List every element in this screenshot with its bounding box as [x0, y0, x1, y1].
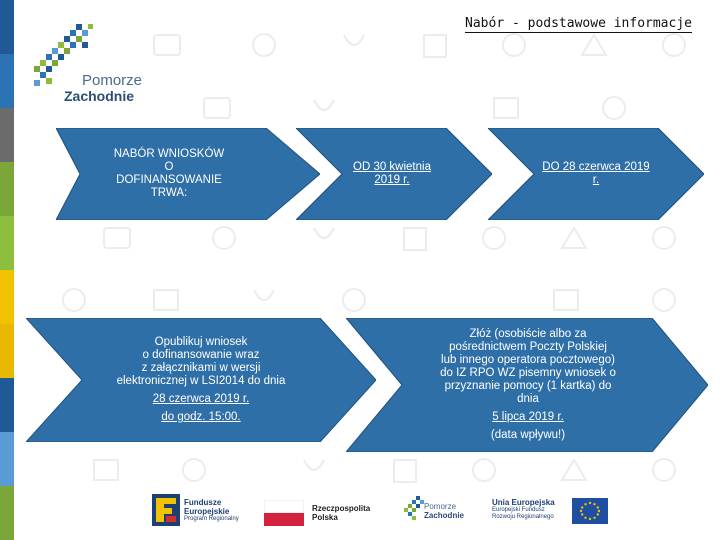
sidebar-stripe	[0, 324, 14, 378]
paper-submission-line: pośrednictwem Poczty Polskiej	[449, 341, 607, 353]
sidebar-stripe	[0, 216, 14, 270]
sidebar-stripe	[0, 54, 14, 108]
sidebar-stripe	[0, 432, 14, 486]
end-date-chevron	[488, 128, 704, 220]
eu-flag-icon	[572, 498, 608, 524]
paper-submission-line: Złóż (osobiście albo za	[469, 328, 587, 340]
logo-text-pomorze: Pomorze	[82, 72, 143, 89]
electronic-submission-line: Opublikuj wniosek	[154, 336, 248, 348]
rp-line1: Rzeczpospolita	[312, 504, 371, 513]
paper-submission-chevron	[346, 318, 708, 452]
recruitment-open-line: TRWA:	[150, 187, 188, 199]
logo-text-zachodnie: Zachodnie	[64, 88, 135, 104]
electronic-submission-line: z załącznikami w wersji	[141, 362, 261, 374]
electronic-submission-line: elektronicznej w LSI2014 do dnia	[116, 375, 286, 387]
ue-sub2: Rozwoju Regionalnego	[492, 514, 554, 520]
unia-europejska-text	[492, 498, 555, 521]
paper-submission-line: przyznanie pomocy (1 kartka) do	[444, 380, 612, 392]
page-title: Nabór - podstawowe informacje	[465, 16, 692, 31]
pomorze-small-text	[424, 502, 464, 520]
end-date-line: r.	[592, 174, 600, 186]
fe-line2: Europejskie	[184, 507, 230, 516]
start-date-line: OD 30 kwietnia	[353, 161, 431, 173]
end-date-line: DO 28 czerwca 2019	[542, 161, 650, 173]
electronic-submission-line: o dofinansowanie wraz	[142, 349, 260, 361]
paper-submission-line: dnia	[517, 393, 539, 405]
recruitment-open-arrow	[56, 128, 320, 220]
rzeczpospolita-text	[312, 504, 370, 522]
ue-line1: Unia Europejska	[492, 498, 555, 507]
color-sidebar	[0, 0, 14, 540]
recruitment-open-line: O	[164, 161, 174, 173]
pz-line2: Zachodnie	[424, 511, 465, 520]
paper-submission-date: 5 lipca 2019 r.	[492, 411, 564, 423]
fundusze-europejskie-icon	[152, 494, 180, 526]
recruitment-open-line: NABÓR WNIOSKÓW	[113, 148, 225, 160]
fundusze-europejskie-text	[184, 498, 239, 523]
fe-sub: Program Regionalny	[184, 516, 239, 522]
sidebar-stripe	[0, 108, 14, 162]
polish-flag-icon	[264, 500, 304, 526]
paper-submission-line: do IZ RPO WZ pisemny wniosek o	[440, 367, 616, 379]
electronic-submission-date: 28 czerwca 2019 r.	[152, 393, 250, 405]
fe-line1: Fundusze	[184, 498, 222, 507]
electronic-submission-time: do godz. 15:00.	[161, 411, 241, 423]
paper-submission-note: (data wpływu!)	[490, 429, 566, 441]
paper-submission-line: lub innego operatora pocztowego)	[441, 354, 615, 366]
electronic-submission-arrow	[26, 318, 376, 442]
sidebar-stripe	[0, 378, 14, 432]
footer-logos	[0, 488, 720, 540]
pomorze-small-logo-icon	[404, 496, 426, 526]
sidebar-stripe	[0, 0, 14, 54]
rp-line2: Polska	[312, 513, 338, 522]
sidebar-stripe	[0, 162, 14, 216]
sidebar-stripe	[0, 270, 14, 324]
recruitment-open-line: DOFINANSOWANIE	[116, 174, 222, 186]
start-date-chevron	[296, 128, 492, 220]
pz-line1: Pomorze	[424, 502, 457, 511]
start-date-line: 2019 r.	[374, 174, 410, 186]
ue-sub1: Europejski Fundusz	[492, 507, 545, 513]
